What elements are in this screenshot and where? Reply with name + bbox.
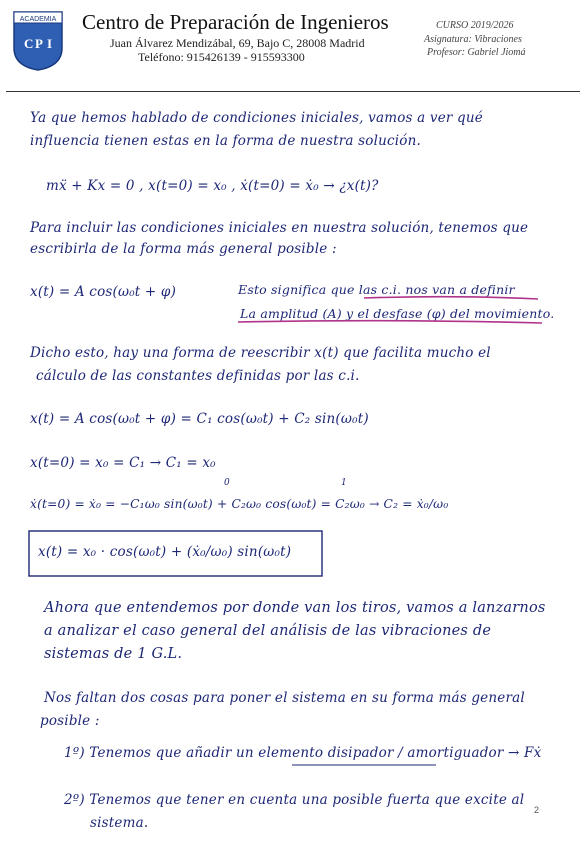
svg-text:P: P [35,36,43,51]
intro-line-2: influencia tienen estas en la forma de nuestra solución. [30,133,421,149]
list-item-1: 1º) Tenemos que añadir un elemento disipador / amortiguador → Fẋ [64,745,542,761]
equation-general-solution: x(t) = A cos(ω₀t + φ) [30,284,177,300]
course-year: CURSO 2019/2026 [436,20,514,31]
intro-line-1: Ya que hemos hablado de condiciones iniciales, vamos a ver qué [30,110,483,126]
list-item-2-line-1: 2º) Tenemos que tener en cuenta una posible fuerta que excite al [64,792,525,808]
note-line-2: La amplitud (A) y el desfase (φ) del movimiento. [240,306,555,321]
academy-title: Centro de Preparación de Ingenieros [82,10,389,34]
header-divider [6,91,580,92]
equation-c1: x(t=0) = x₀ = C₁ → C₁ = x₀ [30,455,216,471]
cancel-sin-mark: 0 [224,478,230,488]
academy-phone: Teléfono: 915426139 - 915593300 [138,50,305,64]
course-subject: Asignatura: Vibraciones [424,34,522,45]
svg-text:I: I [47,36,53,51]
paragraph-2-line-2: escribirla de la forma más general posible : [30,241,337,257]
equation-solution: x(t) = x₀ · cos(ω₀t) + (ẋ₀/ω₀) sin(ω₀t) [38,544,292,560]
svg-text:ACADEMIA: ACADEMIA [19,16,57,23]
paragraph-4-line-2: a analizar el caso general del análisis de las vibraciones de [44,623,492,639]
academy-logo [10,8,66,72]
note-line-1: Esto significa que las c.i. nos van a definir [238,282,515,297]
paragraph-3-line-1: Dicho esto, hay una forma de reescribir x(t) que facilita mucho el [30,345,491,361]
list-item-2-line-2: sistema. [90,815,149,831]
equation-c2: ẋ(t=0) = ẋ₀ = −C₁ω₀ sin(ω₀t) + C₂ω₀ cos(ω₀t) = C₂ω₀ → C₂ = ẋ₀/ω₀ [30,497,449,511]
course-professor: Profesor: Gabriel Jiomá [427,47,526,58]
page-number: 2 [534,805,540,815]
highlight-underlines [236,292,546,326]
paragraph-5-line-2: posible : [40,713,100,729]
equation-rewrite: x(t) = A cos(ω₀t + φ) = C₁ cos(ω₀t) + C₂ sin(ω₀t) [30,411,369,427]
svg-text:C: C [24,36,34,51]
paragraph-4-line-1: Ahora que entendemos por donde van los tiros, vamos a lanzarnos [44,600,546,616]
academy-address: Juan Álvarez Mendizábal, 69, Bajo C, 28008 Madrid [110,36,365,50]
cancel-cos-mark: 1 [341,478,347,488]
paragraph-5-line-1: Nos faltan dos cosas para poner el sistema en su forma más general [44,690,525,706]
paragraph-2-line-1: Para incluir las condiciones iniciales en nuestra solución, tenemos que [30,220,529,236]
item-1-underline [290,762,440,768]
paragraph-4-line-3: sistemas de 1 G.L. [44,646,183,662]
paragraph-3-line-2: cálculo de las constantes definidas por las c.i. [36,368,360,384]
equation-initial-value-problem: mẍ + Kx = 0 , x(t=0) = x₀ , ẋ(t=0) = ẋ₀ → ¿x(t)? [46,178,379,194]
